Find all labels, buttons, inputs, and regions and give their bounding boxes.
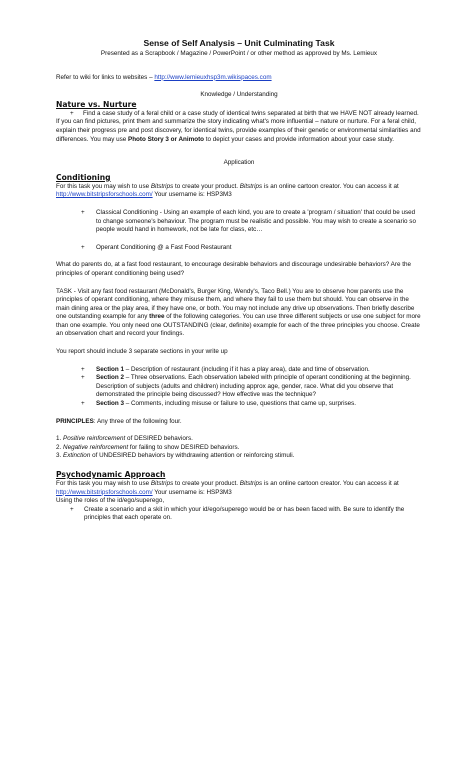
username-text: Your username is: HSP3M3 — [152, 191, 232, 199]
bitstrips-link[interactable]: http://www.bitstripsforschools.com/ — [56, 488, 153, 496]
nature-paragraph — [56, 118, 422, 144]
cond-intro-italic2: Bitstrips — [239, 182, 263, 190]
bullet-mark: + — [70, 505, 74, 513]
psycho-intro-italic: Bitstrips — [150, 480, 174, 487]
report-item-label: Section 3 — [96, 400, 124, 408]
principle-text: of UNDESIRED behaviors by withdrawing attention or reinforcing stimuli. — [90, 452, 295, 460]
psycho-intro-b: to create your product. — [173, 480, 240, 487]
cond-intro-c: is an online cartoon creator. You can access it at — [262, 182, 399, 190]
psycho-intro-a: For this task you may wish to use — [56, 480, 151, 487]
nature-bullet-text: Find a case study of a feral child or a case study of identical twins separated at birth that we HAVE NOT already learned. — [83, 109, 419, 117]
ku-section-label: Knowledge / Understanding — [200, 91, 278, 99]
principle-num: 2. — [56, 443, 64, 451]
nature-para-b: to depict your cases and provide information about your case study. — [204, 135, 394, 143]
bullet-mark: + — [81, 365, 85, 373]
page-subtitle: Presented as a Scrapbook / Magazine / PowerPoint / or other method as approved by Ms. Lemieux — [100, 50, 378, 57]
nature-para-a: If you can find pictures, print them and summarize the story indicating what's more influential – nature or nurture. For a feral child, explain their progress pre and post discovery, for identical twins, provide examples of their genetic or environmental similarities and differences. You may use — [56, 118, 421, 143]
principle-text: of DESIRED behaviors. — [125, 435, 193, 443]
cond-intro-b: to create your product. — [173, 182, 240, 190]
operant-bullet — [56, 244, 422, 253]
psycho-intro-italic2: Bitstrips — [239, 480, 263, 487]
principles-intro — [56, 418, 422, 427]
nature-heading: Nature vs. Nurture — [56, 99, 137, 109]
psychodynamic-bullet-text: Create a scenario and a skit in which your id/ego/superego would be or has been faced with. Be sure to identify the principles that each operate on. — [84, 505, 405, 522]
bullet-mark: + — [81, 400, 85, 408]
psychodynamic-intro — [56, 480, 422, 497]
report-item-label: Section 2 — [96, 374, 124, 382]
bullet-mark: + — [70, 109, 74, 117]
report-item-text: – Description of restaurant (including if it has a play area), date and time of observation. — [124, 365, 370, 373]
bitstrips-link[interactable]: http://www.bitstripsforschools.com/ — [56, 191, 153, 199]
principle-item — [56, 444, 422, 453]
wiki-link[interactable]: http://www.lemieuxhsp3m.wikispaces.com — [154, 73, 272, 81]
principle-item — [56, 435, 422, 444]
principle-text: for failing to show DESIRED behaviors. — [128, 443, 240, 451]
cond-intro-italic: Bitstrips — [150, 182, 174, 190]
task-a: TASK - Visit any fast food restaurant (McDonald's, Burger King, Wendy's, Taco Bell.) You are to observe how parents use the principles of operant conditioning, where they misuse them, and where they fail to use them but should. You can observe in the main dining area or the play area, if they have one, or both. You may not include any drive up observations. Then briefly describe one outstanding example for any — [56, 287, 415, 321]
conditioning-intro — [56, 183, 422, 200]
cond-intro-a: For this task you may wish to use — [56, 182, 151, 190]
task-b: of the following categories. You can use three different subjects or use one subject for more than one example. You only need one OUTSTANDING (clear, definite) example for each of the three principles you choose. Create an observation chart and record your findings. — [56, 313, 421, 338]
principle-item — [56, 452, 422, 461]
report-item-text: – Comments, including misuse or failure to use, questions that came up, surprises. — [124, 400, 357, 408]
operant-question: What do parents do, at a fast food restaurant, to encourage desirable behaviors and discourage undesirable behaviors? Are the principles of operant conditioning being used? — [56, 261, 411, 277]
psychodynamic-heading: Psychodynamic Approach — [56, 470, 166, 479]
conditioning-heading: Conditioning — [56, 172, 111, 182]
report-item-label: Section 1 — [96, 365, 124, 373]
nature-bullet — [56, 110, 422, 119]
task-bold: three — [149, 313, 165, 321]
report-item — [56, 374, 422, 400]
classical-text: Classical Conditioning - Using an example of each kind, you are to create a 'program / situation' that could be used to change someone's behaviour. The program must be realistic and possible. You may wish to create a scenario so people would hand in homework, not be late for class, etc… — [96, 208, 416, 234]
report-item — [56, 400, 422, 409]
nature-para-bold: Photo Story 3 or Animoto — [128, 135, 205, 143]
psychodynamic-using: Using the roles of the id/ego/superego, — [56, 497, 165, 505]
principles-text: : Any three of the following four. — [93, 417, 182, 425]
classical-bullet — [56, 209, 422, 235]
principle-num: 1. — [56, 435, 64, 443]
principle-num: 3. — [56, 452, 64, 460]
principles-label: PRINCIPLES — [56, 417, 94, 425]
bullet-mark: + — [81, 243, 85, 251]
task-paragraph — [56, 288, 422, 340]
wiki-reference — [56, 74, 422, 83]
psychodynamic-bullet — [56, 506, 422, 523]
operant-text: Operant Conditioning @ a Fast Food Restaurant — [96, 243, 232, 251]
wiki-reference-text: Refer to wiki for links to websites – — [56, 73, 155, 81]
report-item — [56, 366, 422, 375]
psycho-username-text: Your username is: HSP3M3 — [152, 488, 232, 496]
principle-term: Extinction — [63, 452, 91, 460]
psycho-intro-c: is an online cartoon creator. You can access it at — [262, 480, 399, 487]
application-section-label: Application — [223, 159, 255, 167]
principle-term: Negative reinforcement — [63, 443, 129, 451]
report-intro: You report should include 3 separate sections in your write up — [56, 348, 228, 356]
bullet-mark: + — [81, 208, 85, 216]
page-title: Sense of Self Analysis – Unit Culminating Task — [143, 38, 335, 48]
principle-term: Positive reinforcement — [63, 435, 126, 443]
report-item-text: – Three observations. Each observation labeled with principle of operant conditioning at the beginning. Description of subjects (adults and children) including approx age, gender, race. What did you observe that demonstrated the principle being discussed? How effective was the technique? — [96, 374, 411, 399]
bullet-mark: + — [81, 374, 85, 382]
